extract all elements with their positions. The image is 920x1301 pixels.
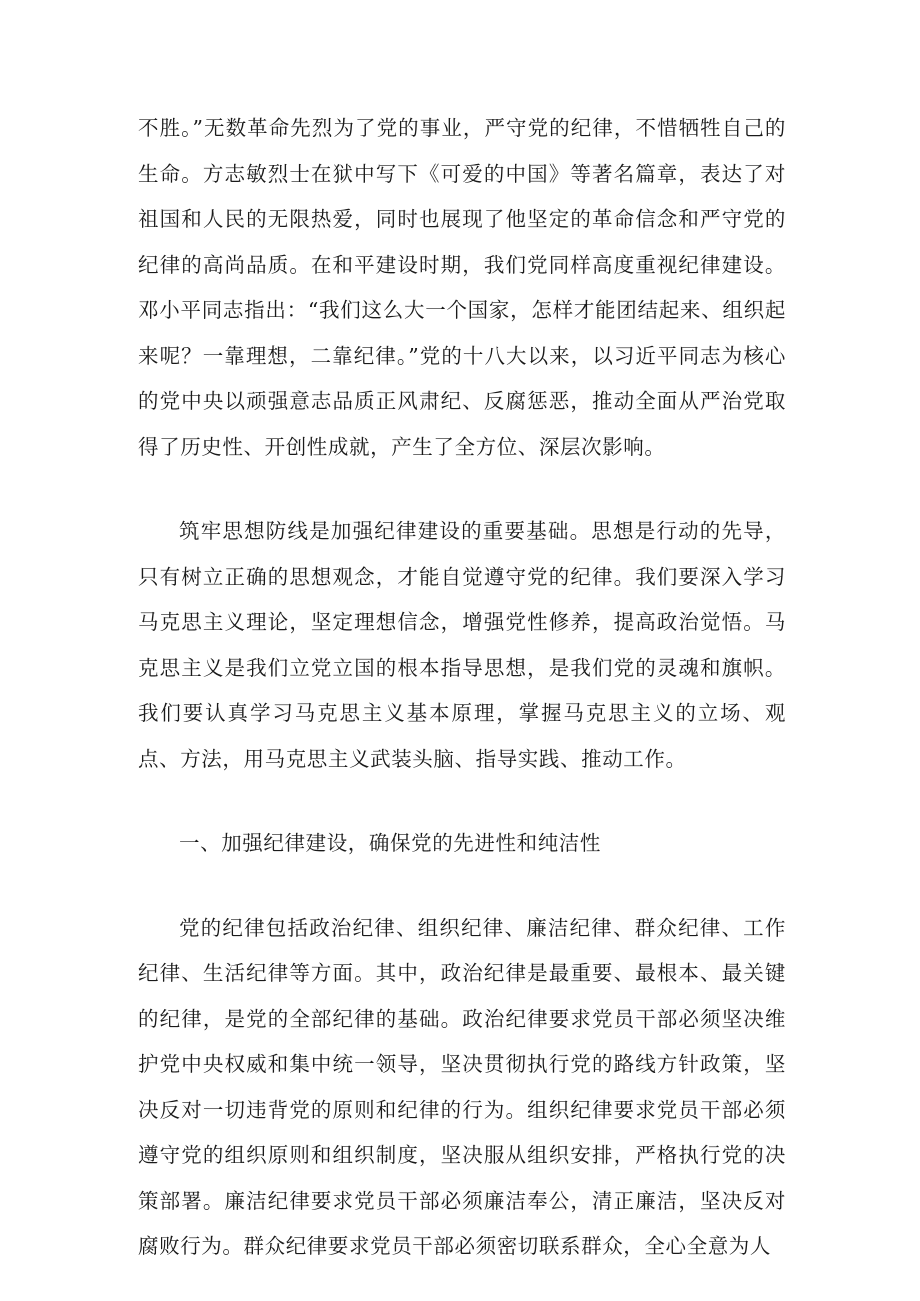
paragraph-3: 党的纪律包括政治纪律、组织纪律、廉洁纪律、群众纪律、工作纪律、生活纪律等方面。其中，政治纪律是最重要、最根本、最关键的纪律，是党的全部纪律的基础。政治纪律要求党员干部必须坚决维护党中央权威和集中统一领导，坚决贯彻执行党的路线方针政策，坚决反对一切违背党的原则和纪律的行为。组织纪律要求党员干部必须遵守党的组织原则和组织制度，坚决服从组织安排，严格执行党的决策部署。廉洁纪律要求党员干部必须廉洁奉公，清正廉洁，坚决反对腐败行为。群众纪律要求党员干部必须密切联系群众，全心全意为人	[138, 915, 786, 1258]
paragraph-1: 不胜。”无数革命先烈为了党的事业，严守党的纪律，不惜牺牲自己的生命。方志敏烈士在狱中写下《可爱的中国》等著名篇章，表达了对祖国和人民的无限热爱，同时也展现了他坚定的革命信念和严守党的纪律的高尚品质。在和平建设时期，我们党同样高度重视纪律建设。邓小平同志指出：“我们这么大一个国家，怎样才能团结起来、组织起来呢？一靠理想，二靠纪律。”党的十八大以来，以习近平同志为核心的党中央以顽强意志品质正风肃纪、反腐惩恶，推动全面从严治党取得了历史性、开创性成就，产生了全方位、深层次影响。	[138, 116, 786, 459]
document-page	[138, 106, 786, 1270]
paragraph-gap	[138, 867, 786, 906]
paragraph-gap	[138, 782, 786, 821]
section-heading: 一、加强纪律建设，确保党的先进性和纯洁性	[179, 831, 601, 855]
paragraph-2: 筑牢思想防线是加强纪律建设的重要基础。思想是行动的先导，只有树立正确的思想观念，才能自觉遵守党的纪律。我们要深入学习马克思主义理论，坚定理想信念，增强党性修养，提高政治觉悟。马克思主义是我们立党立国的根本指导思想，是我们党的灵魂和旗帜。我们要认真学习马克思主义基本原理，掌握马克思主义的立场、观点、方法，用马克思主义武装头脑、指导实践、推动工作。	[138, 519, 786, 771]
paragraph-gap	[138, 470, 786, 509]
